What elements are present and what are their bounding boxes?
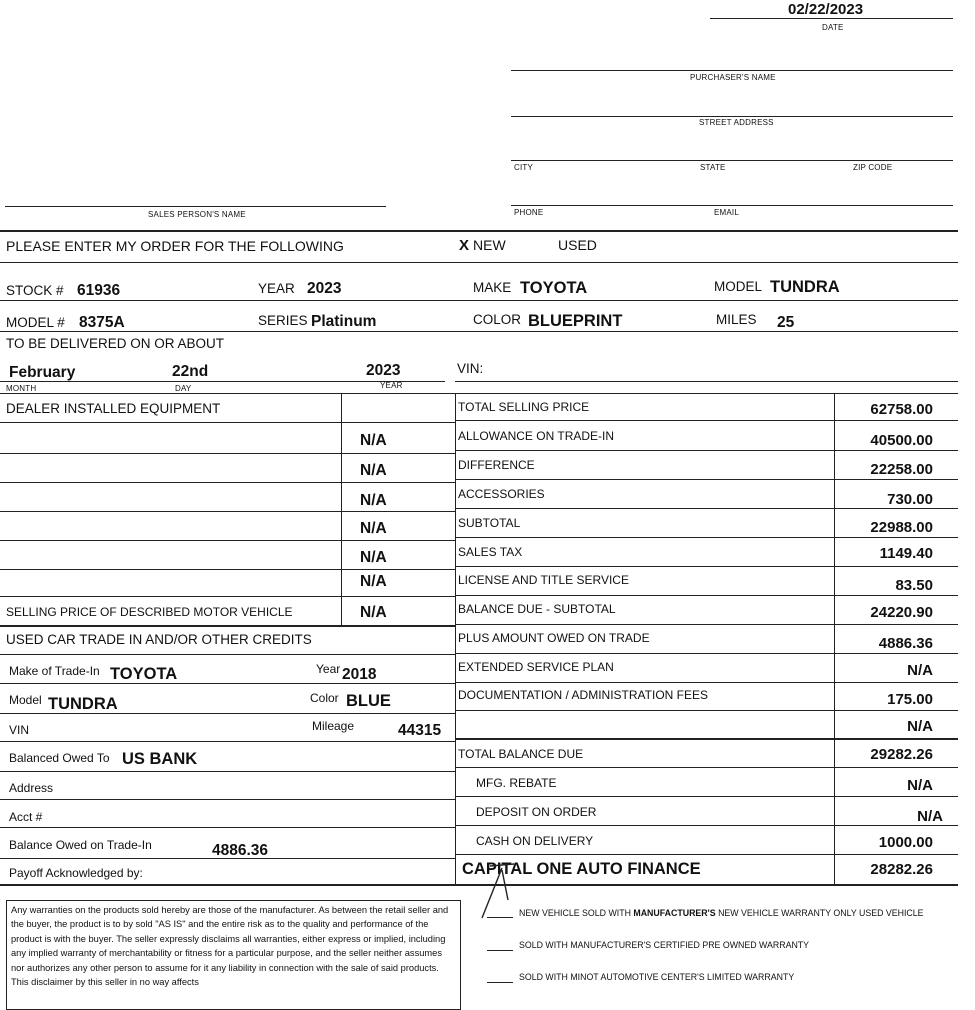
vin-line [455, 381, 958, 382]
model-num-label: MODEL # [6, 315, 65, 330]
trade-year-value: 2018 [342, 666, 377, 683]
pricing-label-2: ALLOWANCE ON TRADE-IN [458, 429, 615, 443]
new-label: NEW [473, 237, 506, 253]
value-divider [834, 393, 835, 885]
zip-caption: ZIP CODE [853, 163, 893, 172]
disclaimer-box: Any warranties on the products sold hereby are those of the manufacturer. As between the retail seller and the buyer, the product is to by sold "AS IS" and the entire risk as to the quality and performance of the product is with the buyer. The seller expressly disclaims all warranties, either express or implied, including any implied warranty of merchantability or fitness for a particular purpose, and the seller neither assumes nor authorizes any other person to assume for it any liability in connection with the sale of said products. This disclaimer by this seller in no way affects [6, 900, 461, 1010]
trade-header: USED CAR TRADE IN AND/OR OTHER CREDITS [6, 632, 312, 647]
selling-price-label: SELLING PRICE OF DESCRIBED MOTOR VEHICLE [6, 605, 293, 619]
trade-mileage-value: 44315 [398, 722, 442, 739]
order-rule-3 [0, 331, 958, 332]
date-value: 02/22/2023 [788, 1, 864, 18]
series-label: SERIES [258, 313, 308, 328]
purchaser-caption: PURCHASER'S NAME [690, 73, 776, 82]
trade-mileage-label: Mileage [312, 719, 355, 733]
pricing-value-7: 83.50 [895, 577, 933, 594]
order-top-rule [0, 230, 958, 232]
pricing-value-15: N/A [917, 808, 943, 825]
delivery-day: 22nd [172, 363, 209, 380]
model-value: TUNDRA [770, 278, 840, 296]
state-caption: STATE [700, 163, 726, 172]
pricing-value-1: 62758.00 [870, 401, 933, 418]
pricing-label-6: SALES TAX [458, 545, 523, 559]
salesperson-caption: SALES PERSON'S NAME [148, 210, 246, 219]
trade-payoff-label: Payoff Acknowledged by: [9, 866, 143, 880]
equipment-value-4: N/A [360, 520, 387, 537]
trade-address-label: Address [9, 781, 54, 795]
stock-label: STOCK # [6, 283, 64, 298]
model-num-value: 8375A [79, 314, 125, 331]
pricing-label-15: DEPOSIT ON ORDER [476, 805, 597, 819]
pricing-label-10: EXTENDED SERVICE PLAN [458, 660, 614, 674]
trade-balance-value: 4886.36 [212, 842, 269, 859]
pricing-value-11: 175.00 [887, 691, 933, 708]
trade-owed-to-value: US BANK [122, 750, 198, 768]
year-caption: YEAR [380, 381, 403, 390]
pricing-value-14: N/A [907, 777, 933, 794]
equipment-value-6: N/A [360, 573, 387, 590]
pricing-value-6: 1149.40 [879, 545, 933, 562]
equipment-value-3: N/A [360, 492, 387, 509]
equipment-value-2: N/A [360, 462, 387, 479]
pricing-label-3: DIFFERENCE [458, 458, 535, 472]
pricing-label-16: CASH ON DELIVERY [476, 834, 594, 848]
grid-top-rule [0, 393, 958, 394]
delivery-line [0, 381, 445, 382]
pricing-label-14: MFG. REBATE [476, 776, 557, 790]
color-value: BLUEPRINT [528, 312, 623, 330]
pricing-value-10: N/A [907, 662, 933, 679]
trade-model-label: Model [9, 693, 42, 707]
date-caption: DATE [822, 23, 844, 32]
delivery-year: 2023 [366, 362, 401, 379]
pricing-value-2: 40500.00 [870, 432, 933, 449]
equipment-divider [341, 393, 342, 625]
miles-value: 25 [777, 314, 795, 331]
order-rule-1 [0, 262, 958, 263]
trade-balance-label: Balance Owed on Trade-In [9, 838, 152, 852]
pricing-label-11: DOCUMENTATION / ADMINISTRATION FEES [458, 688, 709, 702]
pricing-value-8: 24220.90 [870, 604, 933, 621]
pricing-value-9: 4886.36 [878, 635, 933, 652]
stock-value: 61936 [77, 282, 121, 299]
pricing-value-17: 28282.26 [870, 861, 933, 878]
pricing-label-8: BALANCE DUE - SUBTOTAL [458, 602, 616, 616]
street-caption: STREET ADDRESS [699, 118, 774, 127]
street-line [511, 116, 953, 117]
pricing-value-5: 22988.00 [870, 519, 933, 536]
pricing-label-9: PLUS AMOUNT OWED ON TRADE [458, 631, 650, 645]
center-divider [455, 393, 456, 885]
make-label: MAKE [473, 280, 512, 295]
trade-owed-to-label: Balanced Owed To [9, 751, 110, 765]
equipment-value-5: N/A [360, 549, 387, 566]
warranty-2-checkline [487, 950, 513, 951]
order-rule-2 [0, 300, 958, 301]
equipment-value-1: N/A [360, 432, 387, 449]
trade-vin-label: VIN [9, 723, 30, 737]
trade-make-label: Make of Trade-In [9, 664, 100, 678]
vin-label: VIN: [457, 361, 484, 376]
new-mark: X [459, 237, 470, 254]
pricing-label-1: TOTAL SELLING PRICE [458, 400, 590, 414]
pricing-value-4: 730.00 [887, 491, 933, 508]
salesperson-line [5, 206, 386, 207]
city-caption: CITY [514, 163, 534, 172]
trade-acct-label: Acct # [9, 810, 43, 824]
order-intro: PLEASE ENTER MY ORDER FOR THE FOLLOWING [6, 238, 344, 254]
trade-make-value: TOYOTA [110, 665, 178, 683]
pricing-label-13: TOTAL BALANCE DUE [458, 747, 584, 761]
city-line [511, 160, 953, 161]
trade-model-value: TUNDRA [48, 695, 118, 713]
warranty-1-text: NEW VEHICLE SOLD WITH MANUFACTURER'S NEW VEHICLE WARRANTY ONLY USED VEHICLE [519, 908, 924, 918]
year-label: YEAR [258, 281, 295, 296]
pricing-value-3: 22258.00 [870, 461, 933, 478]
trade-color-value: BLUE [346, 692, 391, 710]
email-caption: EMAIL [714, 208, 740, 217]
year-value: 2023 [307, 280, 342, 297]
pricing-value-16: 1000.00 [878, 834, 933, 851]
used-label: USED [558, 237, 597, 253]
trade-year-label: Year [316, 662, 341, 676]
delivery-month: February [9, 364, 76, 381]
equipment-header: DEALER INSTALLED EQUIPMENT [6, 401, 221, 416]
pricing-value-13: 29282.26 [870, 746, 933, 763]
miles-label: MILES [716, 312, 757, 327]
warranty-2-text: SOLD WITH MANUFACTURER'S CERTIFIED PRE OWNED WARRANTY [519, 940, 810, 950]
day-caption: DAY [175, 384, 192, 393]
pricing-value-12: N/A [907, 718, 933, 735]
color-label: COLOR [473, 312, 522, 327]
model-label: MODEL [714, 279, 763, 294]
delivery-label: TO BE DELIVERED ON OR ABOUT [6, 336, 225, 351]
selling-price-value: N/A [360, 604, 387, 621]
purchaser-line [511, 70, 953, 71]
pricing-label-17: CAPITAL ONE AUTO FINANCE [462, 860, 701, 878]
phone-caption: PHONE [514, 208, 544, 217]
pricing-label-7: LICENSE AND TITLE SERVICE [458, 573, 629, 587]
date-line [710, 18, 953, 19]
month-caption: MONTH [6, 384, 37, 393]
pricing-label-5: SUBTOTAL [458, 516, 521, 530]
pricing-label-4: ACCESSORIES [458, 487, 545, 501]
warranty-3-text: SOLD WITH MINOT AUTOMOTIVE CENTER'S LIMITED WARRANTY [519, 972, 795, 982]
warranty-3-checkline [487, 982, 513, 983]
warranty-1-checkline [487, 917, 513, 918]
phone-line [511, 205, 953, 206]
trade-color-label: Color [310, 691, 339, 705]
series-value: Platinum [311, 313, 377, 330]
make-value: TOYOTA [520, 279, 588, 297]
